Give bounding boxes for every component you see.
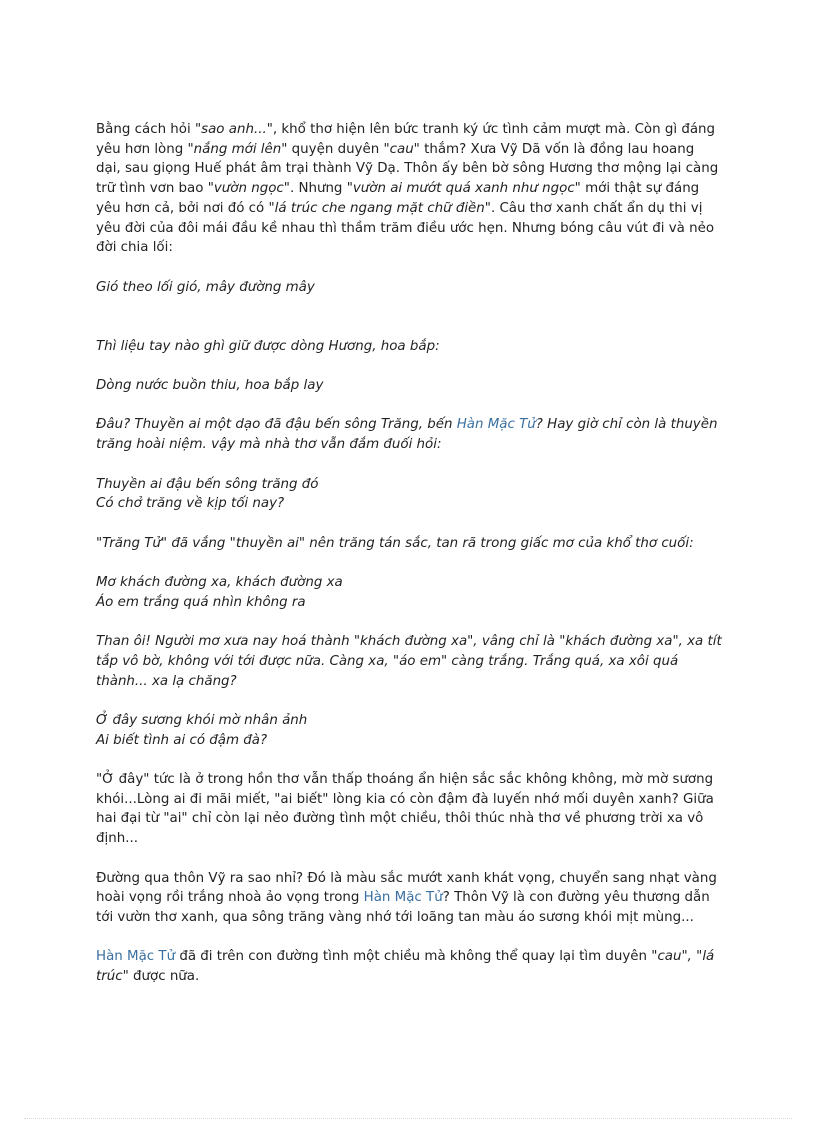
quoted-phrase: "nắng mới lên" [187,141,288,157]
paragraph-p2 [96,278,722,298]
text-run: ? Hay giờ chỉ còn là thuyền trăng hoài niệm. vậy mà nhà thơ vẫn đắm đuối hỏi: [96,417,718,453]
article-body [96,120,722,1006]
author-link[interactable]: Hàn Mặc Tử [456,417,536,433]
text-run: Dòng nước buồn thiu, hoa bắp lay [96,378,324,394]
paragraph-p4 [96,376,722,396]
verse-line: Ở đây sương khói mờ nhân ảnh [96,712,308,728]
text-run: "Trăng Tử" đã vắng "thuyền ai" nên trăng tán sắc, tan rã trong giấc mơ của khổ thơ cuối: [96,535,694,551]
text-run: , khổ thơ hiện lên bức tranh ký ức tình cảm mượt mà. Còn gì đáng yêu hơn lòng [96,122,716,157]
verse-line: Ai biết tình ai có đậm đà? [96,732,268,748]
verse-line: Thuyền ai đậu bến sông trăng đó [96,476,319,492]
author-link[interactable]: Hàn Mặc Tử [363,890,443,906]
paragraph-p13 [96,947,722,986]
text-run: được nữa. [128,969,200,985]
paragraph-p5 [96,415,722,454]
text-run: Đâu? Thuyền ai một dạo đã đậu bến sông Trăng, bến [96,417,457,433]
paragraph-p1 [96,120,722,258]
paragraph-p12 [96,869,722,928]
paragraph-p11 [96,770,722,849]
verse-line: Áo em trắng quá nhìn không ra [96,594,306,610]
text-run: đã đi trên con đường tình một chiều mà không thể quay lại tìm duyên [175,949,652,965]
text-run: . Câu thơ xanh chất ẩn dụ thi vị yêu đời của đôi mái đầu kề nhau thì thầm trăm điều ước hẹn. Nhưng bóng câu vút đi và nẻo đời chia lối: [96,200,715,256]
text-run: Gió theo lối gió, mây đường mây [96,279,315,295]
text-run: "Ở đây" tức là ở trong hồn thơ vẫn thấp thoáng ẩn hiện sắc sắc không không, mờ mờ sương khói...Lòng ai đi mãi miết, "ai biết" lòng kia có còn đậm đà luyến nhớ mối duyên xanh? Giữa hai đại từ "ai" chỉ còn lại nẻo đường tình một chiều, thôi thúc nhà thơ về phương trời xa vô định... [96,772,714,847]
text-run: mới thật sự đáng yêu hơn cả, bởi nơi đó có " [96,181,700,216]
quoted-phrase: "sao anh..." [194,122,273,137]
paragraph-p9 [96,632,722,691]
text-run: Bằng cách hỏi [96,122,195,137]
verse-line: Mơ khách đường xa, khách đường xa [96,575,343,591]
text-run: thắm? Xưa Vỹ Dã vốn là đồng lau hoang dại, sau giọng Huế phát âm trại thành Vỹ Dạ. Thôn ấy bên bờ sông Hương thơ mộng lại càng trữ tình vơn bao [96,141,719,197]
author-link[interactable]: Hàn Mặc Tử [96,949,176,965]
paragraph-p7 [96,534,722,554]
paragraph-p10 [96,711,722,750]
paragraph-p8 [96,573,722,612]
quoted-phrase: "cau", "lá trúc" [96,949,715,985]
text-run: quyện duyên [287,141,384,157]
verse-line: Có chở trăng về kịp tối nay? [96,496,285,512]
text-run: Thì liệu tay nào ghì giữ được dòng Hương, hoa bắp: [96,338,440,354]
quoted-phrase: lá trúc che ngang mặt chữ điền" [274,200,491,216]
quoted-phrase: "vườn ngọc" [207,181,290,197]
text-run: . Nhưng [289,181,347,197]
text-run: Than ôi! Người mơ xưa nay hoá thành "khách đường xa", vâng chỉ là "khách đường xa", xa tít tắp vô bờ, không với tới được nữa. Càng xa, "áo em" càng trắng. Trắng quá, xa xôi quá thành... xa lạ chăng? [96,634,722,689]
text-run: ? Thôn Vỹ là con đường yêu thương dẫn tới vườn thơ xanh, qua sông trăng vàng nhớ tới loãng tan màu áo sương khói mịt mùng... [96,890,710,925]
quoted-phrase: "vườn ai mướt quá xanh như ngọc" [346,181,581,197]
text-run: Đường qua thôn Vỹ ra sao nhỉ? Đó là màu sắc mướt xanh khát vọng, chuyển sang nhạt vàng hoài vọng rồi trắng nhoà ảo vọng trong [96,870,717,906]
paragraph-p3 [96,337,722,357]
quoted-phrase: "cau" [383,141,420,157]
page-bottom-divider [24,1118,792,1119]
paragraph-p6 [96,475,722,514]
